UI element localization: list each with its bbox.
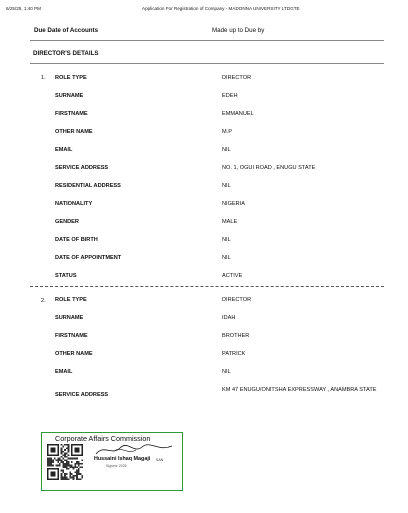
field-value: NIL — [222, 183, 231, 189]
field-label: NATIONALITY — [55, 201, 93, 207]
section-title: DIRECTOR'S DETAILS — [33, 50, 99, 57]
field-label: SURNAME — [55, 93, 84, 99]
due-date-label: Due Date of Accounts — [34, 27, 99, 34]
field-label: DATE OF BIRTH — [55, 237, 98, 243]
field-value: EMMANUEL — [222, 111, 254, 117]
signer-name: Hussaini Ishaq Magaji — [94, 456, 151, 462]
director-number: 1. — [41, 75, 46, 81]
field-value: ACTIVE — [222, 273, 243, 279]
field-value: NIL — [222, 237, 231, 243]
stamp-organization: Corporate Affairs Commission — [55, 434, 151, 443]
director-separator — [30, 286, 384, 287]
field-value: EDEH — [222, 93, 238, 99]
document-title: Application For Registration of Company - MADONNA UNIVERSITY LTDGTE — [142, 6, 300, 11]
field-label: SERVICE ADDRESS — [55, 392, 109, 398]
field-value: M.P — [222, 129, 232, 135]
field-label: EMAIL — [55, 147, 73, 153]
field-value: DIRECTOR — [222, 297, 252, 303]
field-label: STATUS — [55, 273, 77, 279]
field-value: PATRICK — [222, 351, 246, 357]
field-value: IDAH — [222, 315, 236, 321]
signature-date: Signed: 2025 — [106, 464, 127, 468]
field-value: MALE — [222, 219, 238, 225]
field-label: GENDER — [55, 219, 79, 225]
field-label: OTHER NAME — [55, 129, 93, 135]
field-label: RESIDENTIAL ADDRESS — [55, 183, 121, 189]
divider — [30, 40, 384, 41]
field-label: EMAIL — [55, 369, 73, 375]
field-label: DATE OF APPOINTMENT — [55, 255, 122, 261]
qr-code-icon — [47, 444, 83, 480]
field-label: SERVICE ADDRESS — [55, 165, 109, 171]
field-value: DIRECTOR — [222, 75, 252, 81]
field-value: NIGERIA — [222, 201, 246, 207]
field-label: SURNAME — [55, 315, 84, 321]
print-timestamp: 6/25/25, 1:40 PM — [6, 6, 41, 11]
field-value: NO. 1, OGUI ROAD , ENUGU STATE — [222, 165, 316, 171]
field-value: NIL — [222, 369, 231, 375]
field-label: OTHER NAME — [55, 351, 93, 357]
signer-role: SAN — [156, 458, 164, 462]
field-value: BROTHER — [222, 333, 250, 339]
field-value: KM 47 ENUGU/ONITSHA EXPRESSWAY , ANAMBRA STATE — [222, 387, 377, 393]
field-label: FIRSTNAME — [55, 333, 88, 339]
field-label: ROLE TYPE — [55, 297, 87, 303]
field-value: NIL — [222, 255, 231, 261]
field-label: ROLE TYPE — [55, 75, 87, 81]
director-number: 2. — [41, 298, 46, 304]
field-label: FIRSTNAME — [55, 111, 88, 117]
commission-stamp — [41, 432, 183, 491]
made-up-label: Made up to Due by — [212, 27, 265, 34]
field-value: NIL — [222, 147, 231, 153]
divider — [30, 63, 384, 64]
